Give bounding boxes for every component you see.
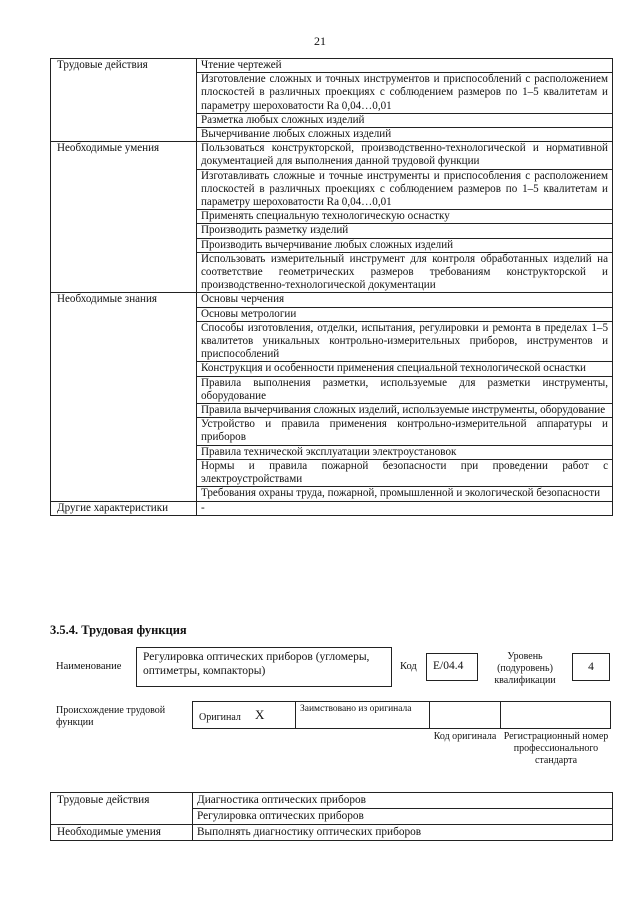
- table-cell: Разметка любых сложных изделий: [197, 113, 613, 127]
- table-cell: Регулировка оптических приборов: [193, 809, 613, 825]
- code-value-box: [426, 653, 478, 681]
- page-number: 21: [314, 34, 326, 48]
- reg-number-box: [500, 701, 611, 729]
- competency-table: [50, 58, 613, 516]
- table-cell: -: [197, 501, 613, 515]
- table-cell: Применять специальную технологическую оснастку: [197, 210, 613, 224]
- section-title: 3.5.4. Трудовая функция: [50, 623, 187, 637]
- row-label: Трудовые действия: [51, 793, 193, 825]
- table-cell: Использовать измерительный инструмент для контроля обработанных изделий на соответствие геометрических размеров требованиям конструкторской и производственно-технологической документации: [197, 252, 613, 293]
- table-row: [51, 793, 613, 809]
- row-label: Трудовые действия: [51, 59, 197, 142]
- table-cell: Выполнять диагностику оптических приборов: [193, 825, 613, 841]
- table-cell: Чтение чертежей: [197, 59, 613, 73]
- labor-function-table: [50, 792, 613, 841]
- table-cell: Пользоваться конструкторской, производственно-технологической и нормативной документацией для выполнения данной трудовой функции: [197, 142, 613, 169]
- row-label: Необходимые умения: [51, 142, 197, 293]
- table-cell: Изготовление сложных и точных инструментов и приспособлений с расположением плоскостей в различных проекциях с соблюдением размеров по 1–5 квалитетам и параметру шероховатости Ra 0,04…0,01: [197, 73, 613, 114]
- code-value: E/04.4: [433, 660, 464, 672]
- origin-label: Происхождение трудовой функции: [56, 705, 166, 728]
- table-cell: Производить разметку изделий: [197, 224, 613, 238]
- table-cell: Основы метрологии: [197, 307, 613, 321]
- table-cell: Правила вычерчивания сложных изделий, используемые инструменты, оборудование: [197, 404, 613, 418]
- name-value-box: [136, 647, 392, 687]
- reg-number-caption: Регистрационный номер профессионального стандарта: [503, 731, 609, 766]
- table-cell: Основы черчения: [197, 293, 613, 307]
- level-label: Уровень (подуровень) квалификации: [494, 651, 556, 686]
- original-box: [192, 701, 296, 729]
- table-cell: Нормы и правила пожарной безопасности при проведении работ с электроустройствами: [197, 459, 613, 486]
- original-label: Оригинал: [199, 712, 241, 723]
- row-label: Необходимые умения: [51, 825, 193, 841]
- table-cell: Правила технической эксплуатации электроустановок: [197, 445, 613, 459]
- table-row: [51, 825, 613, 841]
- level-value: 4: [588, 661, 594, 673]
- table-cell: Устройство и правила применения контрольно-измерительной аппаратуры и приборов: [197, 418, 613, 445]
- table-cell: Изготавливать сложные и точные инструменты и приспособления с расположением плоскостей в различных проекциях с соблюдением размеров по 1–5 квалитетам и параметру шероховатости Ra 0,04…0,01: [197, 169, 613, 210]
- table-row: [51, 142, 613, 169]
- table-cell: Правила выполнения разметки, используемые для разметки инструменты, оборудование: [197, 376, 613, 403]
- borrowed-box: [295, 701, 430, 729]
- table-cell: Производить вычерчивание любых сложных изделий: [197, 238, 613, 252]
- code-label: Код: [400, 661, 417, 672]
- code-original-caption: Код оригинала: [433, 731, 497, 742]
- row-label: Необходимые знания: [51, 293, 197, 501]
- table-row: [51, 293, 613, 307]
- table-row: [51, 59, 613, 73]
- name-label: Наименование: [56, 661, 122, 672]
- table-cell: Диагностика оптических приборов: [193, 793, 613, 809]
- row-label: Другие характеристики: [51, 501, 197, 515]
- table-row: [51, 501, 613, 515]
- code-original-box: [429, 701, 501, 729]
- name-value: Регулировка оптических приборов (угломеры, оптиметры, компакторы): [143, 651, 370, 677]
- level-value-box: [572, 653, 610, 681]
- table-cell: Конструкция и особенности применения специальной технологической оснастки: [197, 362, 613, 376]
- table-cell: Способы изготовления, отделки, испытания, регулировки и ремонта в пределах 1–5 квалитетов уникальных контрольно-измерительных приборов, инструментов и приспособлений: [197, 321, 613, 362]
- original-mark: X: [255, 707, 265, 722]
- table-cell: Требования охраны труда, пожарной, промышленной и экологической безопасности: [197, 487, 613, 501]
- borrowed-label: Заимствовано из оригинала: [300, 704, 412, 714]
- table-cell: Вычерчивание любых сложных изделий: [197, 128, 613, 142]
